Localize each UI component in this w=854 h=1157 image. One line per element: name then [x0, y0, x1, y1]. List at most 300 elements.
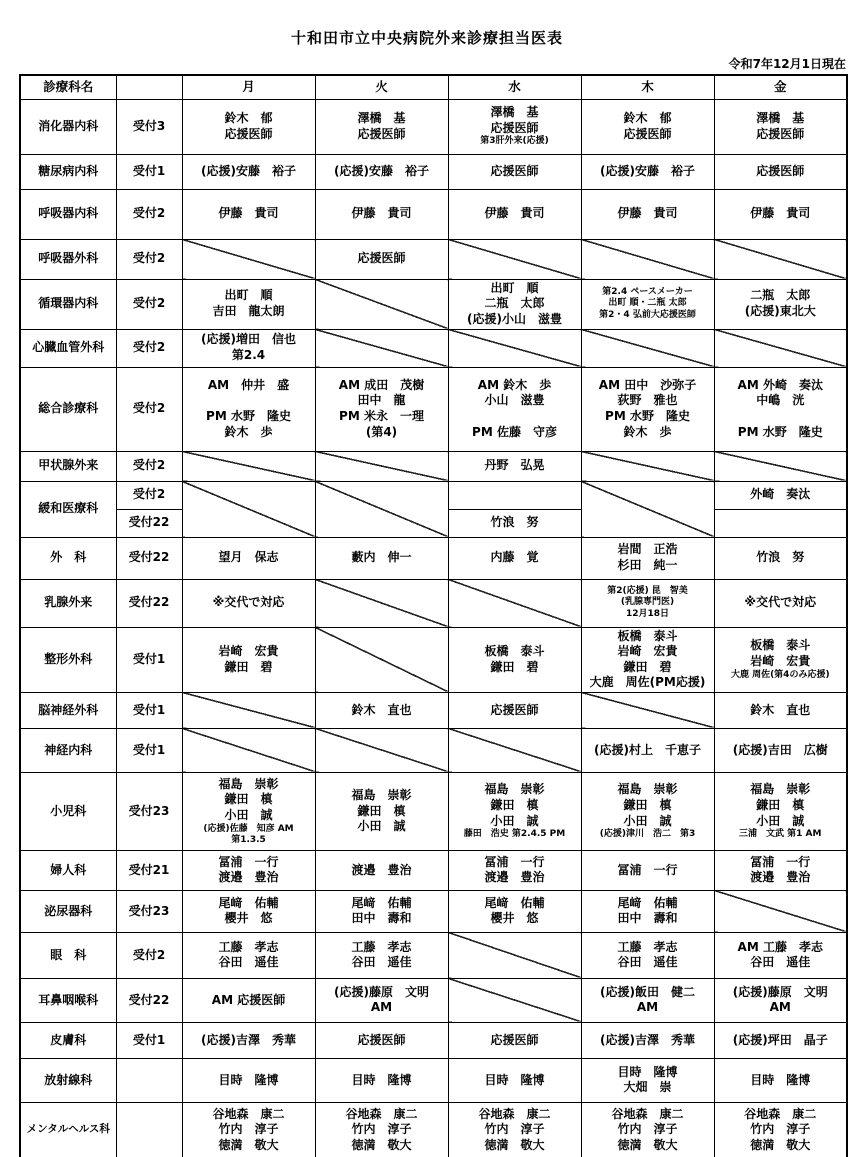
schedule-cell [448, 772, 581, 850]
dept-name-cell: 心臓血管外科 [20, 329, 116, 367]
schedule-cell [581, 978, 714, 1022]
doctor-line: 谷田 遥佳 [750, 955, 811, 970]
schedule-cell [315, 537, 448, 579]
doctor-line: 竹内 淳子 [484, 1122, 545, 1137]
schedule-cell-diagonal [448, 329, 581, 367]
dept-name-cell: 呼吸器内科 [20, 189, 116, 239]
schedule-row [20, 978, 847, 1022]
doctor-line: 吉田 龍太朗 [212, 304, 285, 318]
doctor-line: 鈴木 歩 [224, 424, 273, 439]
doctor-line: 応援医師 [623, 126, 672, 141]
doctor-line: PM 水野 隆史 [605, 409, 690, 423]
schedule-cell-diagonal [182, 692, 315, 728]
schedule-cell [714, 978, 847, 1022]
date-note: 令和7年12月1日現在 [728, 57, 846, 71]
doctor-line: (応援)安藤 裕子 [600, 163, 695, 178]
schedule-cell [581, 367, 714, 451]
doctor-line: 鎌田 槙 [357, 803, 406, 818]
schedule-cell [315, 692, 448, 728]
dept-name-cell: 皮膚科 [20, 1022, 116, 1058]
schedule-cell [315, 1022, 448, 1058]
header-day: 金 [714, 75, 847, 99]
schedule-cell-diagonal [714, 451, 847, 481]
schedule-cell [581, 772, 714, 850]
dept-name-cell: 婦人科 [20, 850, 116, 890]
doctor-line: 丹野 弘晃 [484, 458, 545, 473]
dept-name-cell: 循環器内科 [20, 279, 116, 329]
schedule-cell [714, 481, 847, 509]
dept-name-cell: 糖尿病内科 [20, 154, 116, 189]
dept-name-cell: 泌尿器科 [20, 890, 116, 932]
dept-name-cell: 整形外科 [20, 627, 116, 692]
schedule-cell [714, 1102, 847, 1157]
reception-cell: 受付22 [116, 978, 182, 1022]
dept-name-cell: 神経内科 [20, 728, 116, 772]
doctor-line: AM [636, 1000, 659, 1015]
doctor-line: 谷地森 康二 [478, 1106, 551, 1121]
schedule-cell [714, 154, 847, 189]
doctor-line [717, 409, 845, 425]
schedule-row [20, 189, 847, 239]
doctor-line: 第2.4 [231, 348, 266, 362]
doctor-line: PM 水野 隆史 [206, 409, 291, 423]
doctor-line: 第2・4 弘前大応援医師 [599, 309, 696, 320]
dept-name-cell: 甲状腺外来 [20, 451, 116, 481]
doctor-line: 福島 崇彰 [351, 787, 412, 802]
doctor-line: 渡邉 豊治 [351, 862, 412, 877]
doctor-line: 12月18日 [625, 608, 670, 619]
doctor-line: 応援医師 [357, 1032, 406, 1047]
doctor-line: 工藤 孝志 [351, 939, 412, 954]
reception-cell [116, 1058, 182, 1102]
schedule-table [19, 74, 848, 1157]
schedule-cell-diagonal [182, 239, 315, 279]
doctor-line: (応援)吉澤 秀華 [201, 1032, 296, 1047]
doctor-line: 岩間 正浩 [617, 542, 678, 557]
schedule-cell [448, 692, 581, 728]
schedule-cell [581, 890, 714, 932]
schedule-row [20, 1022, 847, 1058]
doctor-line: AM 工藤 孝志 [737, 939, 823, 954]
doctor-line: 冨浦 一行 [218, 854, 279, 869]
doctor-line: (応援)増田 信也 [201, 332, 296, 347]
doctor-line: 谷地森 康二 [611, 1106, 684, 1121]
doctor-line: (応援)安藤 裕子 [201, 163, 296, 178]
doctor-line: ※交代で対応 [212, 595, 285, 610]
reception-cell: 受付2 [116, 451, 182, 481]
doctor-line: 冨浦 一行 [484, 854, 545, 869]
schedule-cell [714, 728, 847, 772]
doctor-line: 目時 隆博 [218, 1072, 279, 1087]
dept-name-cell: 緩和医療科 [20, 481, 116, 537]
schedule-cell [581, 189, 714, 239]
doctor-line: 大鹿 周佐(第4のみ応援) [730, 669, 830, 680]
doctor-line: (応援)津川 浩二 第3 [599, 829, 696, 840]
doctor-line: 徳満 敬大 [484, 1137, 545, 1152]
schedule-cell-diagonal [315, 279, 448, 329]
schedule-cell [448, 481, 581, 509]
header-day: 木 [581, 75, 714, 99]
dept-name-cell: 総合診療科 [20, 367, 116, 451]
doctor-line: (応援)東北大 [744, 304, 816, 318]
doctor-line: 鈴木 歩 [623, 424, 672, 439]
schedule-cell [182, 189, 315, 239]
schedule-cell-diagonal [714, 329, 847, 367]
doctor-line: (応援)飯田 健二 [600, 984, 695, 999]
reception-cell: 受付23 [116, 890, 182, 932]
doctor-line: AM 外崎 奏汰 [737, 377, 823, 392]
schedule-cell [714, 509, 847, 537]
schedule-row [20, 579, 847, 627]
doctor-line: PM 水野 隆史 [737, 424, 823, 439]
schedule-cell [182, 154, 315, 189]
schedule-cell-diagonal [714, 890, 847, 932]
doctor-line: 目時 隆博 [351, 1072, 412, 1087]
doctor-line: 冨浦 一行 [750, 854, 811, 869]
schedule-cell [182, 537, 315, 579]
doctor-line: 小田 誠 [490, 813, 539, 828]
schedule-cell [182, 1058, 315, 1102]
doctor-line: (第4) [365, 424, 398, 439]
reception-cell: 受付22 [116, 509, 182, 537]
doctor-line: 小田 誠 [623, 813, 672, 828]
dept-name-cell: 耳鼻咽喉科 [20, 978, 116, 1022]
schedule-cell [448, 890, 581, 932]
schedule-cell [448, 367, 581, 451]
schedule-cell [182, 772, 315, 850]
doctor-line: 大畑 崇 [623, 1080, 672, 1095]
dept-name-cell: 外 科 [20, 537, 116, 579]
doctor-line: ※交代で対応 [744, 595, 817, 610]
doctor-line: 大鹿 周佐(PM応援) [589, 675, 706, 690]
doctor-line: 小田 誠 [357, 819, 406, 834]
schedule-cell [448, 850, 581, 890]
doctor-line: 二瓶 太郎 [484, 296, 545, 311]
schedule-cell [581, 154, 714, 189]
schedule-cell [448, 1102, 581, 1157]
doctor-line: 目時 隆博 [617, 1064, 678, 1079]
doctor-line: 鈴木 郁 [224, 110, 273, 125]
reception-cell: 受付2 [116, 329, 182, 367]
schedule-cell [315, 154, 448, 189]
doctor-line: 応援医師 [357, 251, 406, 266]
schedule-cell [315, 932, 448, 978]
reception-cell: 受付1 [116, 728, 182, 772]
page-title: 十和田市立中央病院外来診療担当医表 [290, 29, 563, 47]
schedule-cell [448, 189, 581, 239]
schedule-cell [182, 978, 315, 1022]
reception-cell [116, 1102, 182, 1157]
reception-cell: 受付1 [116, 1022, 182, 1058]
doctor-line: 目時 隆博 [484, 1072, 545, 1087]
doctor-line: 板橋 泰斗 [484, 644, 545, 659]
reception-cell: 受付2 [116, 189, 182, 239]
schedule-cell [581, 1022, 714, 1058]
doctor-line [185, 393, 313, 409]
doctor-line: 竹内 淳子 [218, 1122, 279, 1137]
reception-cell: 受付2 [116, 481, 182, 509]
doctor-line: 澤橋 基 [490, 105, 539, 120]
schedule-row [20, 932, 847, 978]
schedule-cell [448, 154, 581, 189]
reception-cell: 受付22 [116, 537, 182, 579]
schedule-row [20, 728, 847, 772]
schedule-cell-diagonal [315, 579, 448, 627]
doctor-line: 工藤 孝志 [617, 939, 678, 954]
schedule-cell [581, 537, 714, 579]
schedule-cell [714, 627, 847, 692]
reception-cell: 受付2 [116, 279, 182, 329]
doctor-line: (応援)佐藤 知彦 AM [203, 823, 294, 834]
doctor-line: 岩崎 宏貴 [750, 654, 811, 669]
doctor-line: 尾﨑 佑輔 [617, 895, 678, 910]
doctor-line: 福島 崇彰 [617, 782, 678, 797]
schedule-row [20, 279, 847, 329]
schedule-cell [315, 978, 448, 1022]
schedule-cell-diagonal [182, 481, 315, 537]
schedule-cell [315, 850, 448, 890]
schedule-cell [714, 579, 847, 627]
reception-cell: 受付1 [116, 627, 182, 692]
dept-name-cell: 消化器内科 [20, 99, 116, 154]
schedule-cell [448, 451, 581, 481]
doctor-line: 徳満 敬大 [750, 1137, 811, 1152]
schedule-row [20, 537, 847, 579]
dept-name-cell: 乳腺外来 [20, 579, 116, 627]
schedule-cell [315, 239, 448, 279]
doctor-line: (乳腺専門医) [620, 597, 675, 608]
schedule-cell [182, 1102, 315, 1157]
schedule-row [20, 890, 847, 932]
reception-cell: 受付1 [116, 154, 182, 189]
schedule-cell [182, 367, 315, 451]
schedule-cell [182, 279, 315, 329]
doctor-line: 谷田 遥佳 [617, 955, 678, 970]
doctor-line: 渡邉 豊治 [484, 870, 545, 885]
schedule-cell [315, 1102, 448, 1157]
schedule-cell [714, 932, 847, 978]
doctor-line: (応援)吉澤 秀華 [600, 1032, 695, 1047]
schedule-cell [448, 99, 581, 154]
doctor-line: (応援)村上 千恵子 [594, 742, 701, 757]
reception-cell: 受付23 [116, 772, 182, 850]
schedule-cell [714, 1022, 847, 1058]
doctor-line: 福島 崇彰 [218, 776, 279, 791]
doctor-line: 徳満 敬大 [351, 1137, 412, 1152]
doctor-line: 伊藤 貴司 [218, 206, 279, 221]
dept-name-cell: 放射線科 [20, 1058, 116, 1102]
doctor-line: 小山 滋豊 [484, 393, 545, 408]
schedule-cell [714, 279, 847, 329]
doctor-line: 出町 順 [224, 288, 273, 303]
doctor-line: 内藤 覚 [490, 550, 539, 565]
doctor-line: 鎌田 槙 [224, 792, 273, 807]
doctor-line: 出町 順 [490, 280, 539, 295]
doctor-line: 第3肝外来(応援) [480, 136, 549, 147]
doctor-line: 竹浪 努 [490, 515, 539, 530]
schedule-cell-diagonal [581, 329, 714, 367]
header-day: 火 [315, 75, 448, 99]
schedule-cell-diagonal [448, 239, 581, 279]
doctor-line: 徳満 敬大 [218, 1137, 279, 1152]
schedule-row [20, 1102, 847, 1157]
schedule-cell [714, 367, 847, 451]
schedule-cell [182, 329, 315, 367]
doctor-line: 田中 龍 [357, 393, 406, 408]
doctor-line: 応援医師 [756, 163, 805, 178]
doctor-line: 目時 隆博 [750, 1072, 811, 1087]
header-reception [116, 75, 182, 99]
doctor-line: AM 応援医師 [211, 992, 286, 1007]
doctor-line: (応援)坪田 晶子 [732, 1032, 828, 1047]
schedule-cell-diagonal [448, 579, 581, 627]
schedule-cell-diagonal [714, 239, 847, 279]
schedule-row [20, 692, 847, 728]
schedule-cell-diagonal [315, 451, 448, 481]
doctor-line: 田中 壽和 [351, 911, 412, 926]
doctor-line: 竹内 淳子 [351, 1122, 412, 1137]
doctor-line: 鈴木 郁 [623, 110, 672, 125]
doctor-line [451, 409, 579, 425]
schedule-cell [182, 579, 315, 627]
schedule-cell [182, 1022, 315, 1058]
reception-cell: 受付3 [116, 99, 182, 154]
doctor-line: 出町 順・二瓶 太郎 [608, 298, 687, 309]
doctor-line: 応援医師 [490, 1032, 539, 1047]
schedule-cell-diagonal [448, 728, 581, 772]
doctor-line: (応援)吉田 広樹 [732, 742, 828, 757]
header-day: 水 [448, 75, 581, 99]
doctor-line: 藪内 伸一 [351, 550, 412, 565]
reception-cell: 受付22 [116, 579, 182, 627]
reception-cell: 受付2 [116, 932, 182, 978]
doctor-line: AM 成田 茂樹 [338, 377, 425, 392]
doctor-line: 伊藤 貴司 [750, 206, 811, 221]
doctor-line: 鎌田 槙 [756, 797, 805, 812]
schedule-cell-diagonal [182, 451, 315, 481]
schedule-cell-diagonal [581, 239, 714, 279]
doctor-line: 鎌田 槙 [623, 797, 672, 812]
doctor-line: 谷地森 康二 [345, 1106, 418, 1121]
doctor-line: 谷地森 康二 [212, 1106, 285, 1121]
doctor-line: 渡邉 豊治 [750, 870, 811, 885]
schedule-cell-diagonal [182, 728, 315, 772]
schedule-cell [448, 537, 581, 579]
schedule-cell [448, 627, 581, 692]
schedule-cell [182, 890, 315, 932]
schedule-cell [714, 1058, 847, 1102]
doctor-line: 応援医師 [756, 126, 805, 141]
schedule-cell [581, 932, 714, 978]
schedule-cell [581, 1058, 714, 1102]
doctor-line: 三浦 文武 第1 AM [739, 829, 822, 840]
schedule-cell [448, 1058, 581, 1102]
doctor-line: 小田 誠 [756, 813, 805, 828]
schedule-row [20, 239, 847, 279]
doctor-line: 第1.3.5 [231, 834, 266, 845]
header-row [20, 75, 847, 99]
schedule-cell [315, 1058, 448, 1102]
header-dept: 診療科名 [20, 75, 116, 99]
reception-cell: 受付1 [116, 692, 182, 728]
doctor-line: 田中 壽和 [617, 911, 678, 926]
schedule-cell [315, 367, 448, 451]
schedule-cell [581, 728, 714, 772]
doctor-line: 二瓶 太郎 [750, 288, 811, 303]
doctor-line: 板橋 泰斗 [750, 638, 811, 653]
doctor-line: 櫻井 悠 [490, 911, 539, 926]
doctor-line: 冨浦 一行 [617, 862, 678, 877]
schedule-row [20, 329, 847, 367]
schedule-cell [315, 890, 448, 932]
doctor-line: 第2(応援) 昆 智美 [607, 586, 688, 597]
reception-cell: 受付21 [116, 850, 182, 890]
schedule-cell-diagonal [581, 451, 714, 481]
doctor-line: 竹浪 努 [756, 550, 805, 565]
doctor-line: 渡邉 豊治 [218, 870, 279, 885]
doctor-line: 応援医師 [490, 120, 539, 135]
doctor-line: 藤田 浩史 第2.4.5 PM [463, 829, 566, 840]
doctor-line: 尾﨑 佑輔 [218, 895, 279, 910]
doctor-line: 伊藤 貴司 [617, 206, 678, 221]
dept-name-cell: メンタルヘルス科 [20, 1102, 116, 1157]
schedule-cell-diagonal [315, 728, 448, 772]
doctor-line: 澤橋 基 [756, 110, 805, 125]
doctor-line: PM 佐藤 守彦 [472, 424, 557, 439]
schedule-cell [581, 279, 714, 329]
doctor-line: 荻野 雅也 [617, 393, 678, 408]
schedule-cell [714, 692, 847, 728]
schedule-table-head [20, 75, 847, 99]
doctor-line: 岩崎 宏貴 [617, 644, 678, 659]
schedule-cell [581, 99, 714, 154]
doctor-line: 伊藤 貴司 [351, 206, 412, 221]
doctor-line: 岩崎 宏貴 [218, 644, 279, 659]
doctor-line: 板橋 泰斗 [617, 628, 678, 643]
schedule-cell [315, 189, 448, 239]
doctor-line: (応援)安藤 裕子 [334, 163, 429, 178]
schedule-cell-diagonal [581, 481, 714, 537]
schedule-cell [714, 772, 847, 850]
doctor-line: 望月 保志 [218, 550, 279, 565]
doctor-line: 徳満 敬大 [617, 1137, 678, 1152]
dept-name-cell: 呼吸器外科 [20, 239, 116, 279]
doctor-line: 竹内 淳子 [750, 1122, 811, 1137]
schedule-cell-diagonal [448, 978, 581, 1022]
dept-name-cell: 脳神経外科 [20, 692, 116, 728]
doctor-line: 工藤 孝志 [218, 939, 279, 954]
schedule-cell [714, 189, 847, 239]
schedule-row [20, 772, 847, 850]
doctor-line: 櫻井 悠 [224, 911, 273, 926]
doctor-line: 竹内 淳子 [617, 1122, 678, 1137]
doctor-line: AM 仲井 盛 [207, 377, 290, 392]
doctor-line: 鈴木 直也 [351, 702, 412, 717]
doctor-line: (応援)藤原 文明 [334, 984, 429, 999]
doctor-line: 尾﨑 佑輔 [484, 895, 545, 910]
doctor-line: 谷田 遥佳 [351, 955, 412, 970]
doctor-line: 鈴木 直也 [750, 702, 811, 717]
schedule-cell [581, 627, 714, 692]
schedule-cell [182, 932, 315, 978]
schedule-cell [182, 850, 315, 890]
doctor-line: 応援医師 [224, 126, 273, 141]
doctor-line: 応援医師 [490, 702, 539, 717]
doctor-line: 尾﨑 佑輔 [351, 895, 412, 910]
schedule-row [20, 99, 847, 154]
schedule-cell-diagonal [315, 481, 448, 537]
dept-name-cell: 眼 科 [20, 932, 116, 978]
